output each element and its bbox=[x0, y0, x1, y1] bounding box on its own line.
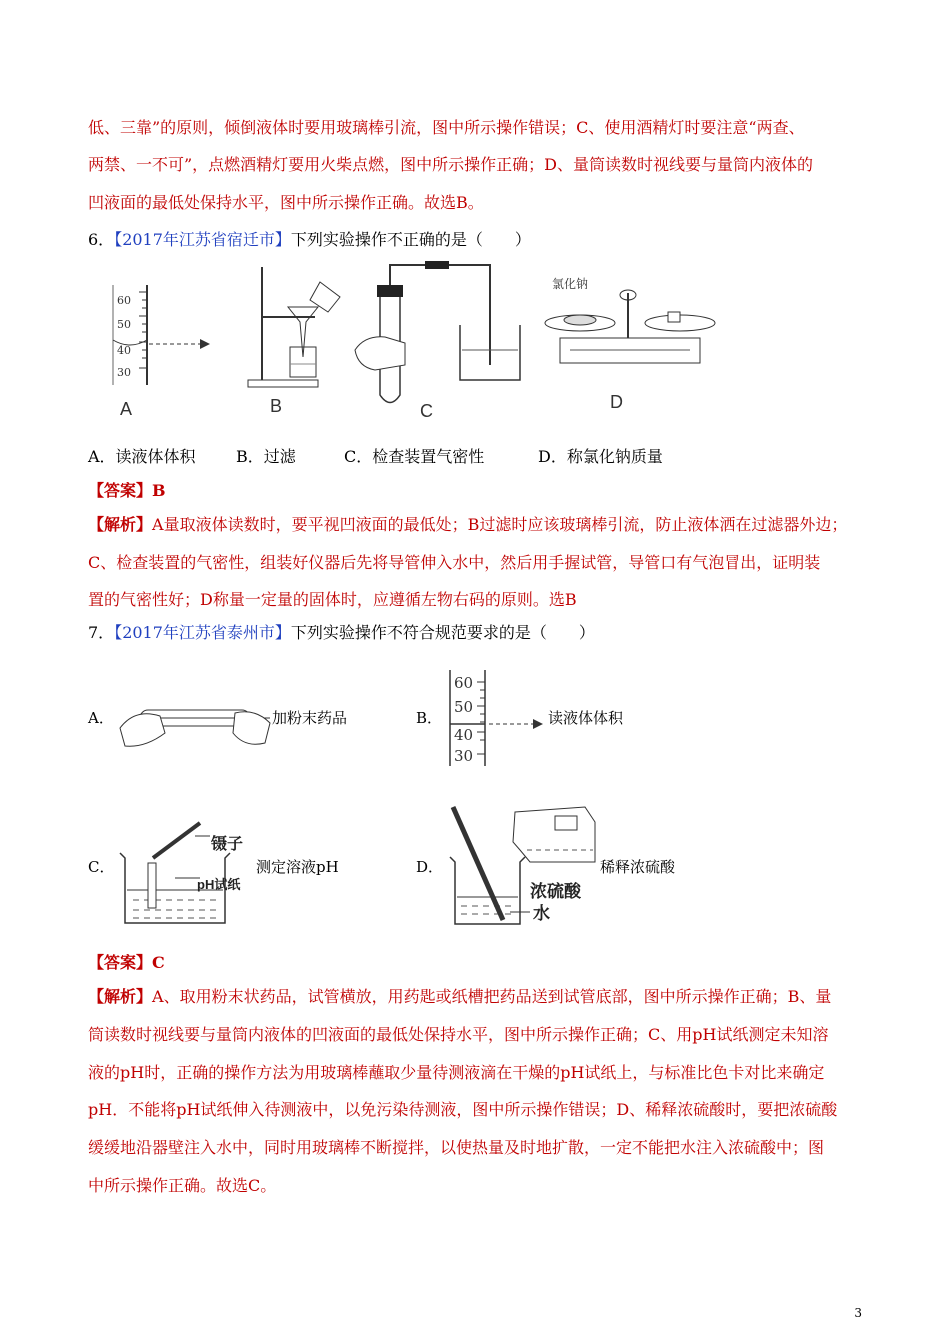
q7-fig-d-acid-label: 浓硫酸 bbox=[530, 882, 581, 901]
q6-option-d: D．称氯化钠质量 bbox=[538, 447, 663, 466]
q7-source: 【2017年江苏省泰州市】 bbox=[114, 623, 291, 642]
q7-option-c-text: 测定溶液pH bbox=[256, 858, 339, 876]
q7-analysis-text-1: A、取用粉末状药品，试管横放，用药匙或纸槽把药品送到试管底部，图中所示操作正确；B、量 bbox=[152, 987, 832, 1006]
q7-option-d-text: 稀释浓硫酸 bbox=[600, 858, 676, 876]
q7-fig-d-water-label: 水 bbox=[533, 904, 550, 923]
q6-fig-c-letter: C bbox=[420, 401, 433, 421]
q6-analysis-line-3: 置的气密性好；D称量一定量的固体时，应遵循左物右码的原则。选B bbox=[88, 590, 577, 609]
intro-line-2: 两禁、一不可”，点燃酒精灯要用火柴点燃，图中所示操作正确；D、量筒读数时视线要与量筒内液体的 bbox=[88, 155, 814, 174]
q6-option-c: C．检查装置气密性 bbox=[344, 447, 485, 466]
q7-option-a-letter: A． bbox=[88, 709, 114, 727]
q7-figure-c-ph-test bbox=[115, 818, 260, 930]
q6-answer: 【答案】B bbox=[88, 481, 166, 500]
q7-option-c-letter: C． bbox=[88, 858, 115, 876]
intro-line-1: 低、三靠”的原则，倾倒液体时要用玻璃棒引流，图中所示操作错误；C、使用酒精灯时要注意“两查、 bbox=[88, 118, 805, 137]
intro-line-3: 凹液面的最低处保持水平，图中所示操作正确。故选B。 bbox=[88, 193, 484, 212]
q7-figure-a-powder-adding bbox=[115, 688, 275, 758]
q6-fig-a-mark-40: 40 bbox=[117, 344, 131, 357]
q7-figure-d-dilution bbox=[445, 802, 605, 930]
q7-option-a-text: 加粉末药品 bbox=[272, 709, 348, 727]
q7-fig-b-mark-40: 40 bbox=[454, 726, 474, 744]
q6-source: 【2017年江苏省宿迁市】 bbox=[114, 230, 291, 249]
q6-analysis-line-1 bbox=[88, 515, 847, 535]
q6-option-a: A．读液体体积 bbox=[88, 447, 196, 466]
q7-option-b-letter: B． bbox=[416, 709, 443, 727]
q6-number: 6． bbox=[88, 230, 115, 249]
q7-fig-b-mark-60: 60 bbox=[454, 674, 474, 692]
q7-analysis-label: 【解析】 bbox=[88, 987, 153, 1006]
q6-fig-a-mark-30: 30 bbox=[117, 366, 131, 379]
q6-fig-d-nacl-label: 氯化钠 bbox=[552, 277, 589, 291]
q6-fig-a-mark-50: 50 bbox=[117, 318, 131, 331]
q6-analysis-text-1: A量取液体读数时，要平视凹液面的最低处；B过滤时应该玻璃棒引流，防止液体洒在过滤器外边； bbox=[152, 515, 848, 534]
q7-number: 7． bbox=[88, 623, 115, 642]
q7-analysis-line-6: 中所示操作正确。故选C。 bbox=[88, 1176, 277, 1195]
q7-answer: 【答案】C bbox=[88, 953, 165, 972]
q6-stem: 下列实验操作不正确的是（ ） bbox=[290, 230, 531, 249]
q7-analysis-line-3: 液的pH时，正确的操作方法为用玻璃棒蘸取少量待测液滴在干燥的pH试纸上，与标准比色卡对比来确定 bbox=[88, 1063, 825, 1082]
q7-option-d-letter: D． bbox=[416, 858, 444, 876]
q6-figure-b-filtration bbox=[240, 262, 350, 417]
q7-figure-b-cylinder-reading bbox=[445, 668, 555, 768]
q7-fig-c-ph-label: pH试纸 bbox=[197, 877, 241, 892]
q7-analysis-line-4: pH．不能将pH试纸伸入待测液中，以免污染待测液，图中所示操作错误；D、稀释浓硫酸时，要把浓硫酸 bbox=[88, 1100, 838, 1119]
q6-fig-a-letter: A bbox=[120, 399, 133, 419]
q6-fig-d-letter: D bbox=[610, 392, 623, 412]
q6-analysis-line-2: C、检查装置的气密性，组装好仪器后先将导管伸入水中，然后用手握试管，导管口有气泡冒出，证明装 bbox=[88, 553, 821, 572]
q7-stem-line bbox=[88, 623, 595, 643]
page-number: 3 bbox=[854, 1306, 862, 1320]
q6-figure-d-balance bbox=[540, 268, 720, 418]
q7-fig-b-mark-30: 30 bbox=[454, 747, 474, 765]
q6-figure-a-cylinder-reading bbox=[105, 270, 225, 420]
q7-option-b-text: 读液体体积 bbox=[548, 709, 624, 727]
q7-fig-c-tweezer-label: 镊子 bbox=[211, 836, 244, 853]
q7-stem: 下列实验操作不符合规范要求的是（ ） bbox=[290, 623, 595, 642]
q6-figure-c-airtightness bbox=[350, 255, 530, 425]
q7-analysis-line-5: 缓缓地沿器壁注入水中，同时用玻璃棒不断搅拌，以使热量及时地扩散，一定不能把水注入浓硫酸中；图 bbox=[88, 1138, 825, 1157]
q6-stem-line bbox=[88, 230, 531, 250]
q7-analysis-line-2: 筒读数时视线要与量筒内液体的凹液面的最低处保持水平，图中所示操作正确；C、用pH试纸测定未知溶 bbox=[88, 1025, 829, 1044]
q6-fig-a-mark-60: 60 bbox=[117, 294, 131, 307]
q6-fig-b-letter: B bbox=[270, 396, 283, 416]
q7-fig-b-mark-50: 50 bbox=[454, 698, 474, 716]
q6-analysis-label: 【解析】 bbox=[88, 515, 153, 534]
q7-analysis-line-1 bbox=[88, 987, 831, 1007]
q6-option-b: B．过滤 bbox=[236, 447, 296, 466]
